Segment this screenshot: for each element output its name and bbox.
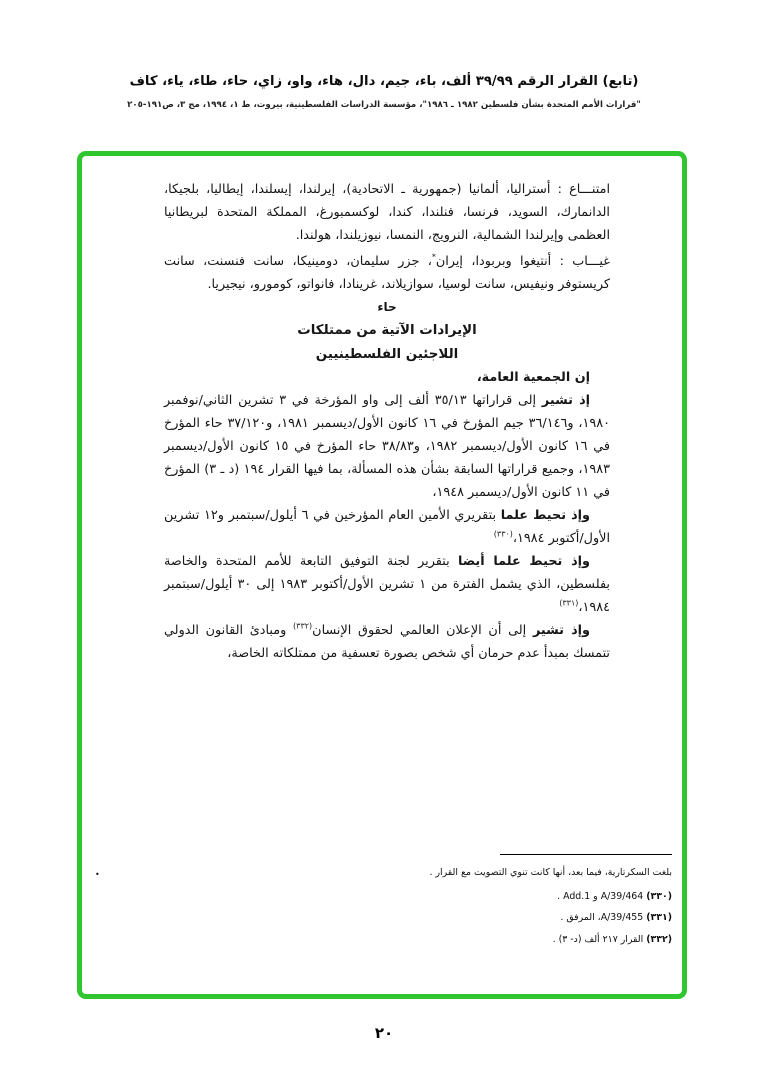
footnote-ref-331: (٣٣١) (559, 598, 579, 608)
document-header (40, 74, 728, 110)
footnote-star-marker: • (95, 870, 100, 879)
absent-label: غيـــاب : (559, 254, 610, 269)
document-title: (تابع) القرار الرقم ٣٩/٩٩ ألف، باء، جيم، دال، هاء، واو، زاي، حاء، طاء، ياء، كاف (129, 74, 639, 89)
footnotes-section (95, 854, 672, 950)
footnote-text: القرار ٢١٧ ألف (د- ٣) . (552, 933, 644, 945)
footnote-text: A/39/455، المرفق . (560, 912, 644, 923)
footnote-ref-330: (٣٣٠) (493, 529, 513, 539)
preamble-recalling (164, 389, 610, 504)
lead-phrase: وإذ تشير (532, 623, 591, 638)
footnote-331 (95, 907, 672, 929)
section-letter: حاء (377, 300, 397, 314)
page-number: ٢٠ (374, 1024, 394, 1042)
lead-phrase: وإذ تحيط علما أيضا (458, 554, 590, 569)
paragraph-text: بتقرير لجنة التوفيق التابعة للأمم المتحدة والخاصة بفلسطين، الذي يشمل الفترة من ١ تشرين الأول/أكتوبر ١٩٨٣ إلى ٣٠ أيلول/سبتمبر ١٩٨٤، (164, 554, 610, 615)
abstentions-paragraph (164, 178, 610, 247)
preamble-taking-note-also (164, 550, 610, 619)
footnote-marker: (٣٣٠) (646, 890, 672, 902)
abstain-country-list: أستراليا، ألمانيا (جمهورية ـ الاتحادية)، إيرلندا، إيسلندا، إيطاليا، بلجيكا، الدانمارك، السويد، فرنسا، فنلندا، كندا، لوكسمبورغ، المملكة المتحدة لبريطانيا العظمى وإيرلندا الشمالية، النرويج، النمسا، نيوزيلندا، هولندا. (164, 182, 610, 243)
footnote-ref-332: (٣٣٢) (293, 621, 313, 631)
abstain-label: امتنـــاع : (557, 182, 610, 197)
footnote-marker: (٣٣٢) (646, 933, 672, 945)
resolution-body (164, 178, 610, 665)
document-source-citation: "قرارات الأمم المتحدة بشأن فلسطين ١٩٨٢ ـ ١٩٨٦"، مؤسسة الدراسات الفلسطينية، بيروت، ط ١، ١٩٩٤، مج ٣، ص١٩١-٢٠٥ (127, 100, 641, 110)
paragraph-text: إلى قراراتها ٣٥/١٣ ألف إلى واو المؤرخة في ٣ تشرين الثاني/نوفمبر ١٩٨٠، و٣٦/١٤٦ جيم المؤرخ في ١٦ كانون الأول/ديسمبر ١٩٨١، و٣٧/١٢٠ حاء المؤرخ في ١٦ كانون الأول/ديسمبر ١٩٨٢، و٣٨/٨٣ حاء المؤرخ في ١٥ كانون الأول/ديسمبر ١٩٨٣، وجميع قراراتها السابقة بشأن هذه المسألة، بما فيها القرار ١٩٤ (د ـ ٣) المؤرخ في ١١ كانون الأول/ديسمبر ١٩٤٨، (164, 393, 610, 500)
absentees-paragraph (164, 250, 610, 296)
lead-phrase: وإذ تحيط علما (500, 508, 590, 523)
footnote-marker: (٣٣١) (646, 912, 672, 923)
paragraph-text: بتقريري الأمين العام المؤرخين في ٦ أيلول/سبتمبر و١٢ تشرين الأول/أكتوبر ١٩٨٤، (164, 508, 610, 546)
footnote-ref-star: * (431, 252, 436, 262)
footnote-star-text: بلغت السكرتارية، فيما بعد، أنها كانت تنوي التصويت مع القرار . (429, 867, 672, 878)
absent-country-list-2: ، جزر سليمان، دومينيكا، سانت فنسنت، سانت كريستوفر ونيفيس، سانت لوسيا، سوازيلاند، غرينادا، فانواتو، كومورو، نيجيريا. (164, 254, 610, 292)
section-title-line1: الإيرادات الآتية من ممتلكات (297, 323, 477, 338)
absent-country-list-1: أنتيغوا وبربودا، إيران (435, 254, 552, 269)
preamble-taking-note (164, 504, 610, 550)
highlight-frame (77, 151, 687, 999)
preamble-recalling-udhr (164, 619, 610, 665)
lead-phrase: إذ تشير (541, 393, 591, 408)
paragraph-text: إلى أن الإعلان العالمي لحقوق الإنسان (312, 623, 533, 638)
footnote-text: A/39/464 و Add.1 . (557, 890, 644, 902)
footnote-star (95, 862, 672, 886)
footnote-330 (95, 886, 672, 908)
paragraph-text: ومبادئ القانون الدولي تتمسك بمبدأ عدم حرمان أي شخص بصورة تعسفية من ممتلكاته الخاصة، (164, 623, 610, 661)
section-title-line2: اللاجئين الفلسطينيين (315, 347, 459, 362)
footnote-separator (500, 854, 672, 855)
footnote-332 (95, 929, 672, 951)
opening-phrase: إن الجمعية العامة، (476, 370, 590, 385)
